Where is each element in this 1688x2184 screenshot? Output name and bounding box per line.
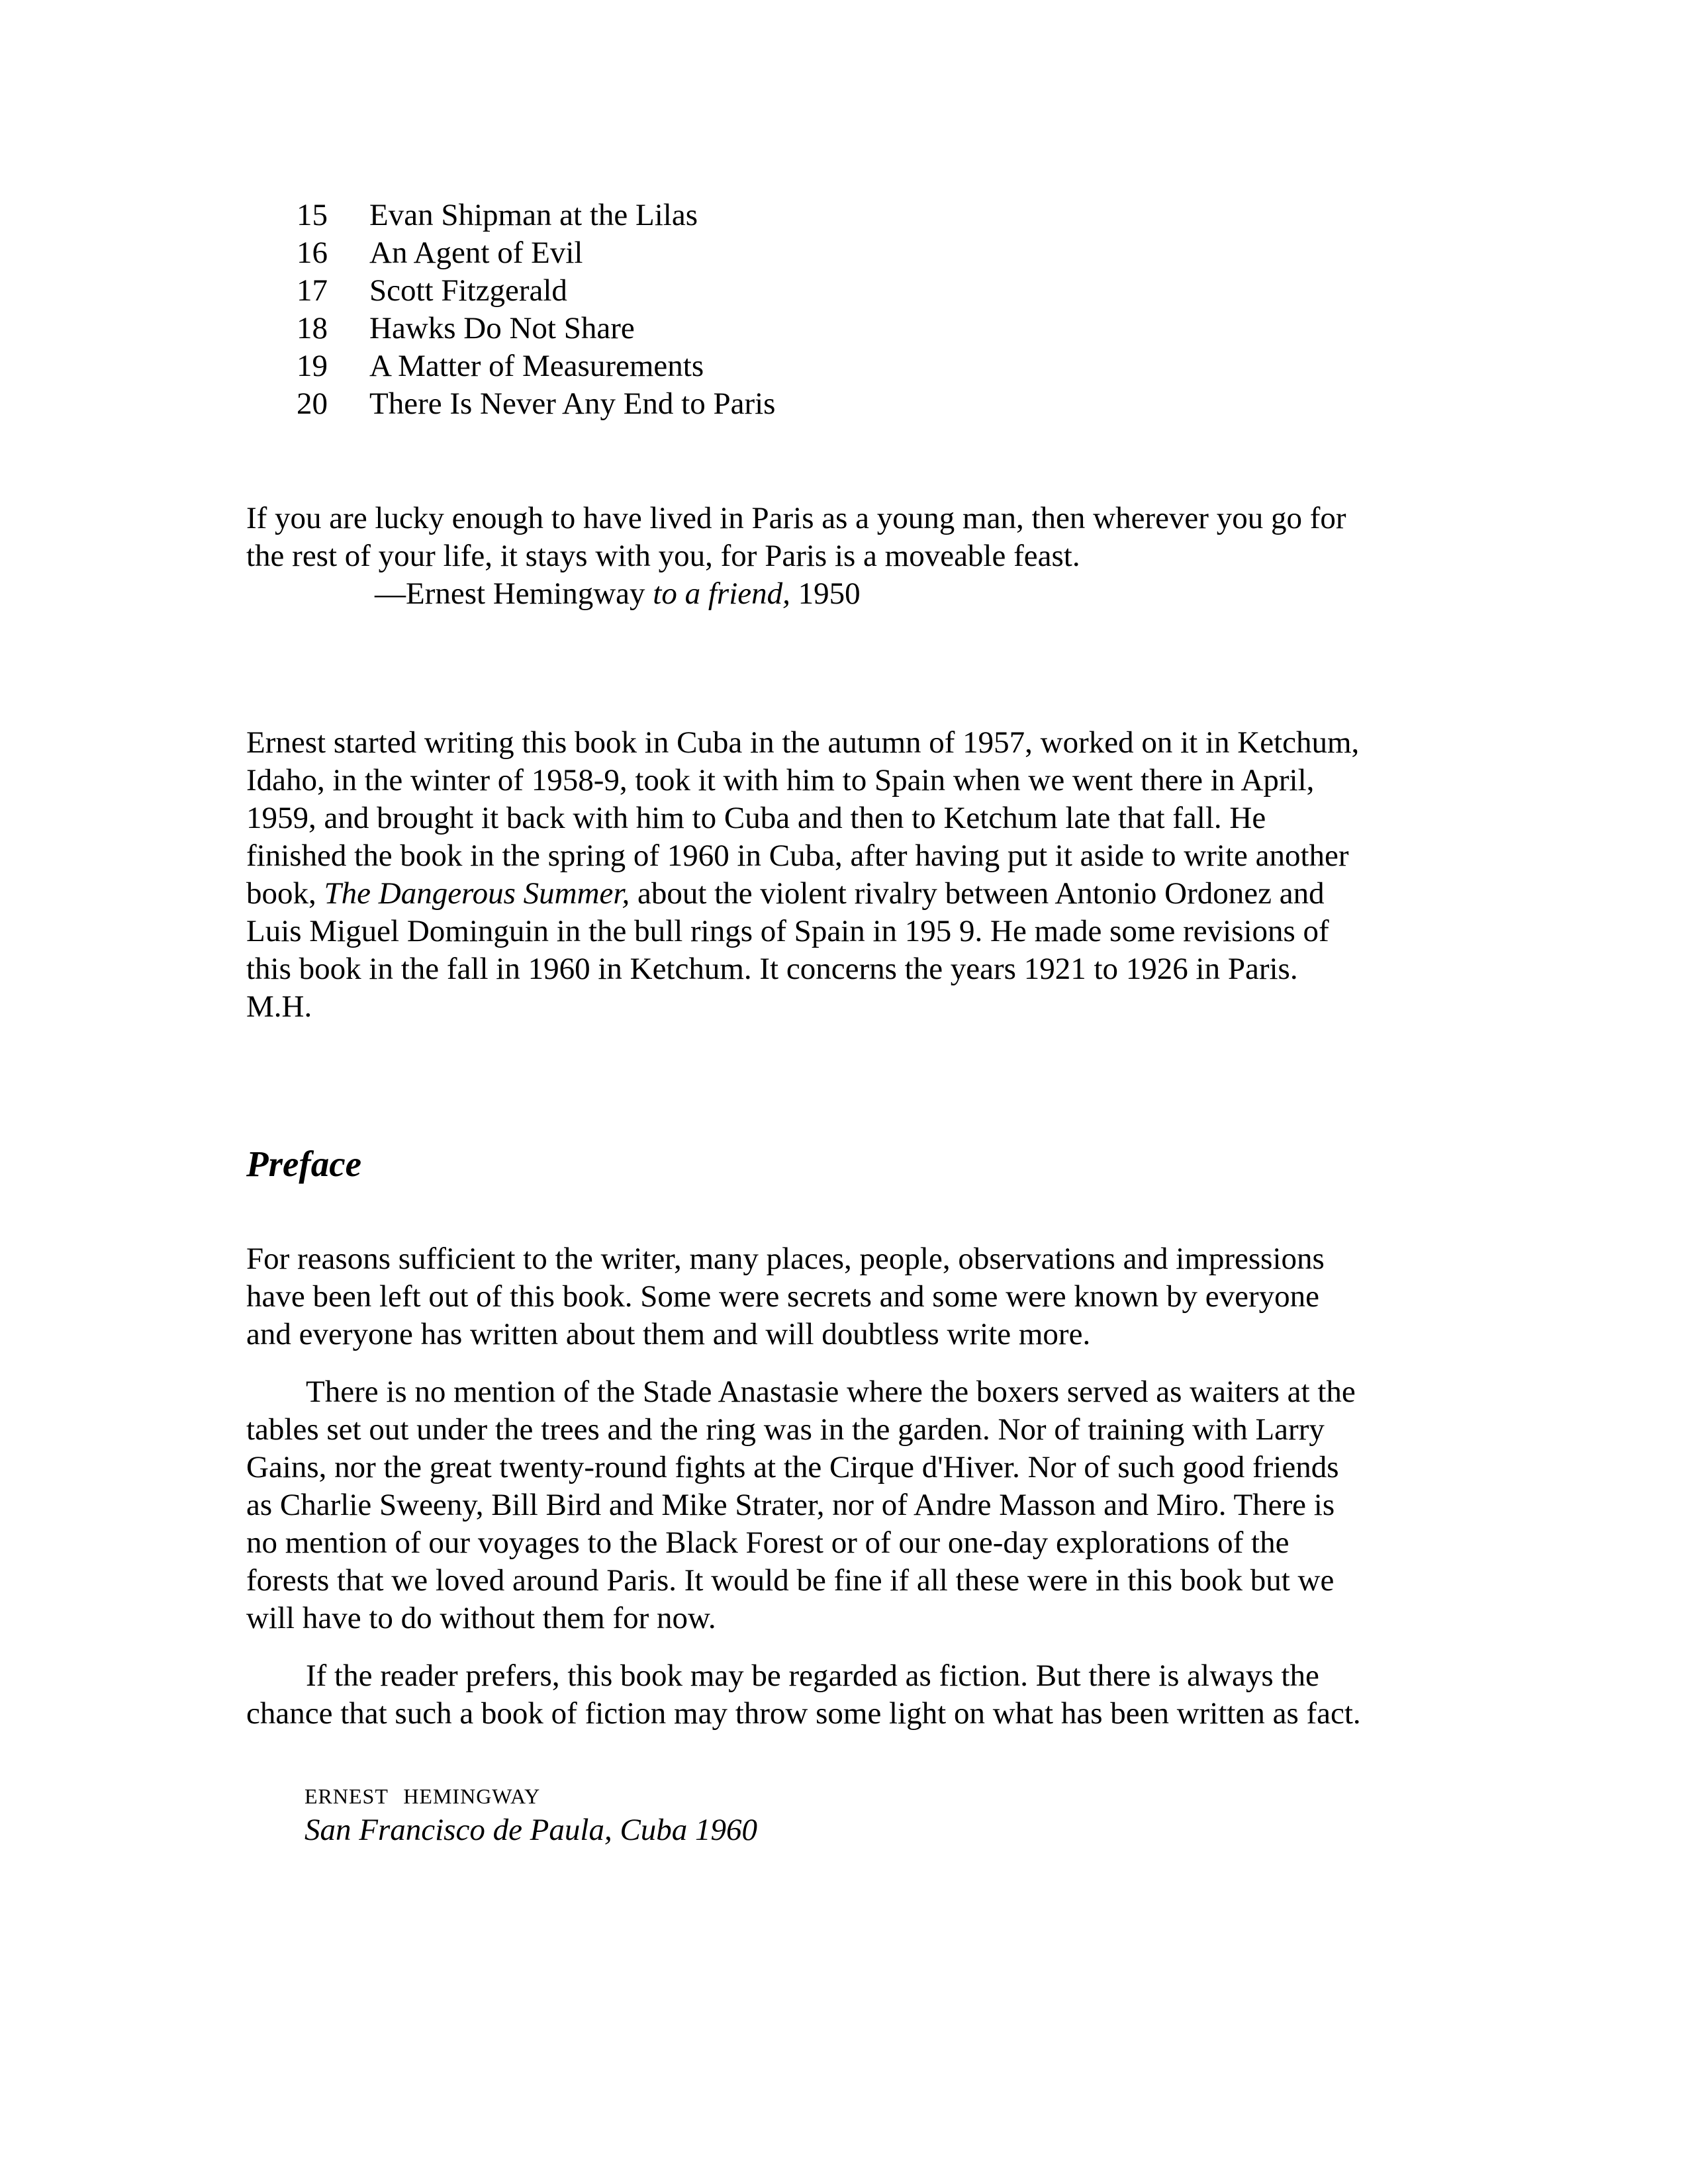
epigraph-line: If you are lucky enough to have lived in Paris as a young man, then wherever you go for xyxy=(246,501,1346,535)
toc-title: There Is Never Any End to Paris xyxy=(369,387,776,421)
text-line: There is no mention of the Stade Anastasie where the boxers served as waiters at the xyxy=(306,1375,1356,1409)
text-line: will have to do without them for now. xyxy=(246,1601,716,1635)
text-line: and everyone has written about them and will doubtless write more. xyxy=(246,1317,1091,1351)
epigraph-line: the rest of your life, it stays with you, for Paris is a moveable feast. xyxy=(246,539,1080,573)
toc-number: 15 xyxy=(297,198,328,232)
epigraph-attribution xyxy=(246,575,1438,613)
book-title: The Dangerous Summer, xyxy=(324,876,630,911)
text-line: forests that we loved around Paris. It would be fine if all these were in this book but we xyxy=(246,1563,1335,1598)
note-text: book, xyxy=(246,876,324,911)
toc-entry xyxy=(297,234,775,272)
preface-paragraph xyxy=(246,1657,1438,1733)
toc-title: An Agent of Evil xyxy=(369,236,583,270)
note-line: Ernest started writing this book in Cuba in the autumn of 1957, worked on it in Ketchum, xyxy=(246,725,1360,760)
note-line xyxy=(246,875,1438,913)
editor-note xyxy=(246,724,1438,1026)
table-of-contents xyxy=(297,197,775,423)
toc-entry xyxy=(297,385,775,423)
note-line: this book in the fall in 1960 in Ketchum. It concerns the years 1921 to 1926 in Paris. xyxy=(246,952,1298,986)
note-line: finished the book in the spring of 1960 in Cuba, after having put it aside to write another xyxy=(246,839,1349,873)
toc-number: 19 xyxy=(297,349,328,383)
note-initials: M.H. xyxy=(246,989,312,1024)
toc-entry xyxy=(297,347,775,385)
text-line: For reasons sufficient to the writer, many places, people, observations and impressions xyxy=(246,1242,1325,1276)
text-line: have been left out of this book. Some were secrets and some were known by everyone xyxy=(246,1279,1319,1314)
attribution-year: 1950 xyxy=(790,576,861,611)
toc-number: 16 xyxy=(297,236,328,270)
toc-entry xyxy=(297,272,775,310)
attribution-author: —Ernest Hemingway xyxy=(375,576,653,611)
attribution-recipient: to a friend, xyxy=(653,576,790,611)
text-line: If the reader prefers, this book may be regarded as fiction. But there is always the xyxy=(306,1659,1319,1693)
note-line: 1959, and brought it back with him to Cuba and then to Ketchum late that fall. He xyxy=(246,801,1266,835)
signature-name: ERNEST HEMINGWAY xyxy=(305,1784,541,1808)
preface-paragraph xyxy=(246,1240,1438,1353)
note-text: about the violent rivalry between Antonio Ordonez and xyxy=(630,876,1325,911)
toc-title: A Matter of Measurements xyxy=(369,349,704,383)
toc-number: 18 xyxy=(297,311,328,345)
epigraph xyxy=(246,500,1438,613)
preface-heading: Preface xyxy=(246,1144,362,1184)
note-line: Idaho, in the winter of 1958-9, took it with him to Spain when we went there in April, xyxy=(246,763,1315,797)
preface-signature xyxy=(305,1783,757,1850)
toc-number: 17 xyxy=(297,273,328,308)
preface-paragraph xyxy=(246,1373,1438,1637)
text-line: Gains, nor the great twenty-round fights at the Cirque d'Hiver. Nor of such good friends xyxy=(246,1450,1339,1484)
note-line: Luis Miguel Dominguin in the bull rings of Spain in 195 9. He made some revisions of xyxy=(246,914,1329,948)
preface-body xyxy=(246,1240,1438,1733)
signature-place: San Francisco de Paula, Cuba 1960 xyxy=(305,1813,758,1847)
text-line: as Charlie Sweeny, Bill Bird and Mike Strater, nor of Andre Masson and Miro. There is xyxy=(246,1488,1335,1522)
text-line: chance that such a book of fiction may throw some light on what has been written as fact. xyxy=(246,1696,1361,1731)
text-line: no mention of our voyages to the Black Forest or of our one-day explorations of the xyxy=(246,1525,1289,1560)
text-line: tables set out under the trees and the ring was in the garden. Nor of training with Larry xyxy=(246,1412,1325,1447)
toc-entry xyxy=(297,310,775,347)
toc-number: 20 xyxy=(297,387,328,421)
toc-title: Scott Fitzgerald xyxy=(369,273,567,308)
toc-entry xyxy=(297,197,775,234)
toc-title: Hawks Do Not Share xyxy=(369,311,635,345)
toc-title: Evan Shipman at the Lilas xyxy=(369,198,698,232)
